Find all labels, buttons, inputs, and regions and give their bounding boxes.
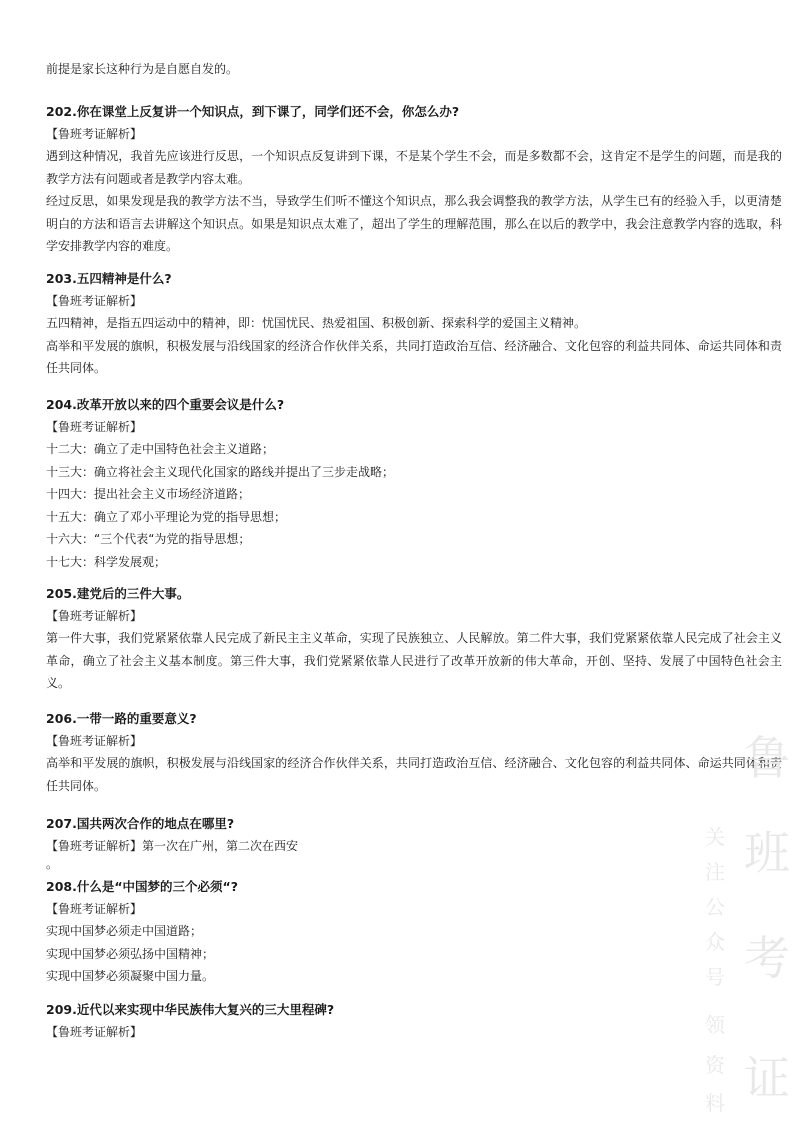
- list-item: 实现中国梦必须走中国道路；: [46, 924, 203, 938]
- watermark-char: 班: [744, 826, 790, 880]
- inline-answer: 第一次在广州，第二次在西安: [142, 839, 299, 853]
- watermark-char: 证: [744, 1051, 790, 1105]
- intro-line: 前提是家长这种行为是自愿自发的。: [46, 62, 239, 76]
- list-item: 实现中国梦必须凝聚中国力量。: [46, 969, 215, 983]
- question-title: 208.什么是“中国梦的三个必须“?: [46, 879, 239, 894]
- list-item: 十三大：确立将社会主义现代化国家的路线并提出了三步走战略；: [46, 464, 395, 479]
- analysis-tag: 【鲁班考证解析】: [46, 127, 143, 141]
- answer-paragraph: 第一件大事，我们党紧紧依靠人民完成了新民主主义革命，实现了民族独立、人民解放。第二件大事，我们党紧紧依靠人民完成了社会主义革命，确立了社会主义基本制度。第三件大事，我们党紧紧依靠人民进行了改革开放新的伟大革命，开创、坚持、发展了中国特色社会主义。: [46, 631, 782, 690]
- question-206: [46, 708, 782, 797]
- question-title: 205.建党后的三件大事。: [46, 586, 190, 601]
- list-item: 十六大：“三个代表“为党的指导思想；: [46, 532, 251, 546]
- answer-paragraph: 高举和平发展的旗帜，积极发展与沿线国家的经济合作伙伴关系，共同打造政治互信、经济融合、文化包容的利益共同体、命运共同体和责任共同体。: [46, 338, 782, 375]
- watermark-char: 号: [705, 965, 725, 989]
- question-title: 204.改革开放以来的四个重要会议是什么?: [46, 397, 285, 412]
- question-title: 209.近代以来实现中华民族伟大复兴的三大里程碑?: [46, 1002, 335, 1017]
- question-202: [46, 101, 782, 258]
- list-item: 十五大：确立了邓小平理论为党的指导思想；: [46, 509, 287, 524]
- analysis-tag: 【鲁班考证解析】: [46, 420, 143, 434]
- watermark-char: 鲁: [744, 731, 790, 785]
- question-title: 206.一带一路的重要意义?: [46, 711, 197, 726]
- question-205: [46, 583, 782, 695]
- answer-line: [46, 835, 782, 857]
- list-item: 实现中国梦必须弘扬中国精神；: [46, 946, 215, 961]
- answer-paragraph: 经过反思，如果发现是我的教学方法不当，导致学生们听不懂这个知识点，那么我会调整我的教学方法，从学生已有的经验入手，以更清楚明白的方法和语言去讲解这个知识点。如果是知识点太难了，超出了学生的理解范围，那么在以后的教学中，我会注意教学内容的选取，科学安排教学内容的难度。: [46, 194, 782, 253]
- watermark-char: 领: [705, 1013, 725, 1037]
- analysis-tag: 【鲁班考证解析】: [46, 839, 143, 853]
- watermark-char: 关: [705, 825, 725, 849]
- question-204: [46, 394, 782, 573]
- answer-paragraph: 遇到这种情况，我首先应该进行反思，一个知识点反复讲到下课，不是某个学生不会，而是多数都不会，这肯定不是学生的问题，而是我的教学方法有问题或者是教学内容太难。: [46, 149, 782, 186]
- analysis-tag: 【鲁班考证解析】: [46, 609, 143, 623]
- question-209: [46, 999, 782, 1043]
- analysis-tag: 【鲁班考证解析】: [46, 902, 143, 916]
- question-207: [46, 813, 782, 871]
- answer-paragraph: 五四精神，是指五四运动中的精神，即：忧国忧民、热爱祖国、积极创新、探索科学的爱国主义精神。: [46, 316, 587, 330]
- analysis-tag: 【鲁班考证解析】: [46, 734, 143, 748]
- analysis-tag: 【鲁班考证解析】: [46, 1025, 143, 1039]
- trailing-mark: 。: [46, 857, 59, 871]
- question-203: [46, 268, 782, 380]
- watermark-char: 考: [744, 931, 790, 985]
- question-title: 202.你在课堂上反复讲一个知识点，到下课了，同学们还不会，你怎么办?: [46, 104, 460, 119]
- question-title: 203.五四精神是什么?: [46, 271, 172, 286]
- question-208: [46, 876, 782, 988]
- watermark-char: 公: [705, 895, 725, 919]
- watermark-char: 注: [705, 860, 725, 884]
- list-item: 十七大：科学发展观；: [46, 554, 167, 569]
- analysis-tag: 【鲁班考证解析】: [46, 294, 143, 308]
- list-item: 十四大：提出社会主义市场经济道路；: [46, 487, 251, 501]
- watermark-char: 料: [705, 1091, 725, 1115]
- list-item: 十二大：确立了走中国特色社会主义道路；: [46, 442, 275, 456]
- question-title: 207.国共两次合作的地点在哪里?: [46, 816, 235, 831]
- answer-paragraph: 高举和平发展的旗帜，积极发展与沿线国家的经济合作伙伴关系，共同打造政治互信、经济融合、文化包容的利益共同体、命运共同体和责任共同体。: [46, 756, 782, 793]
- watermark-char: 众: [705, 930, 725, 954]
- watermark-char: 资: [705, 1053, 725, 1077]
